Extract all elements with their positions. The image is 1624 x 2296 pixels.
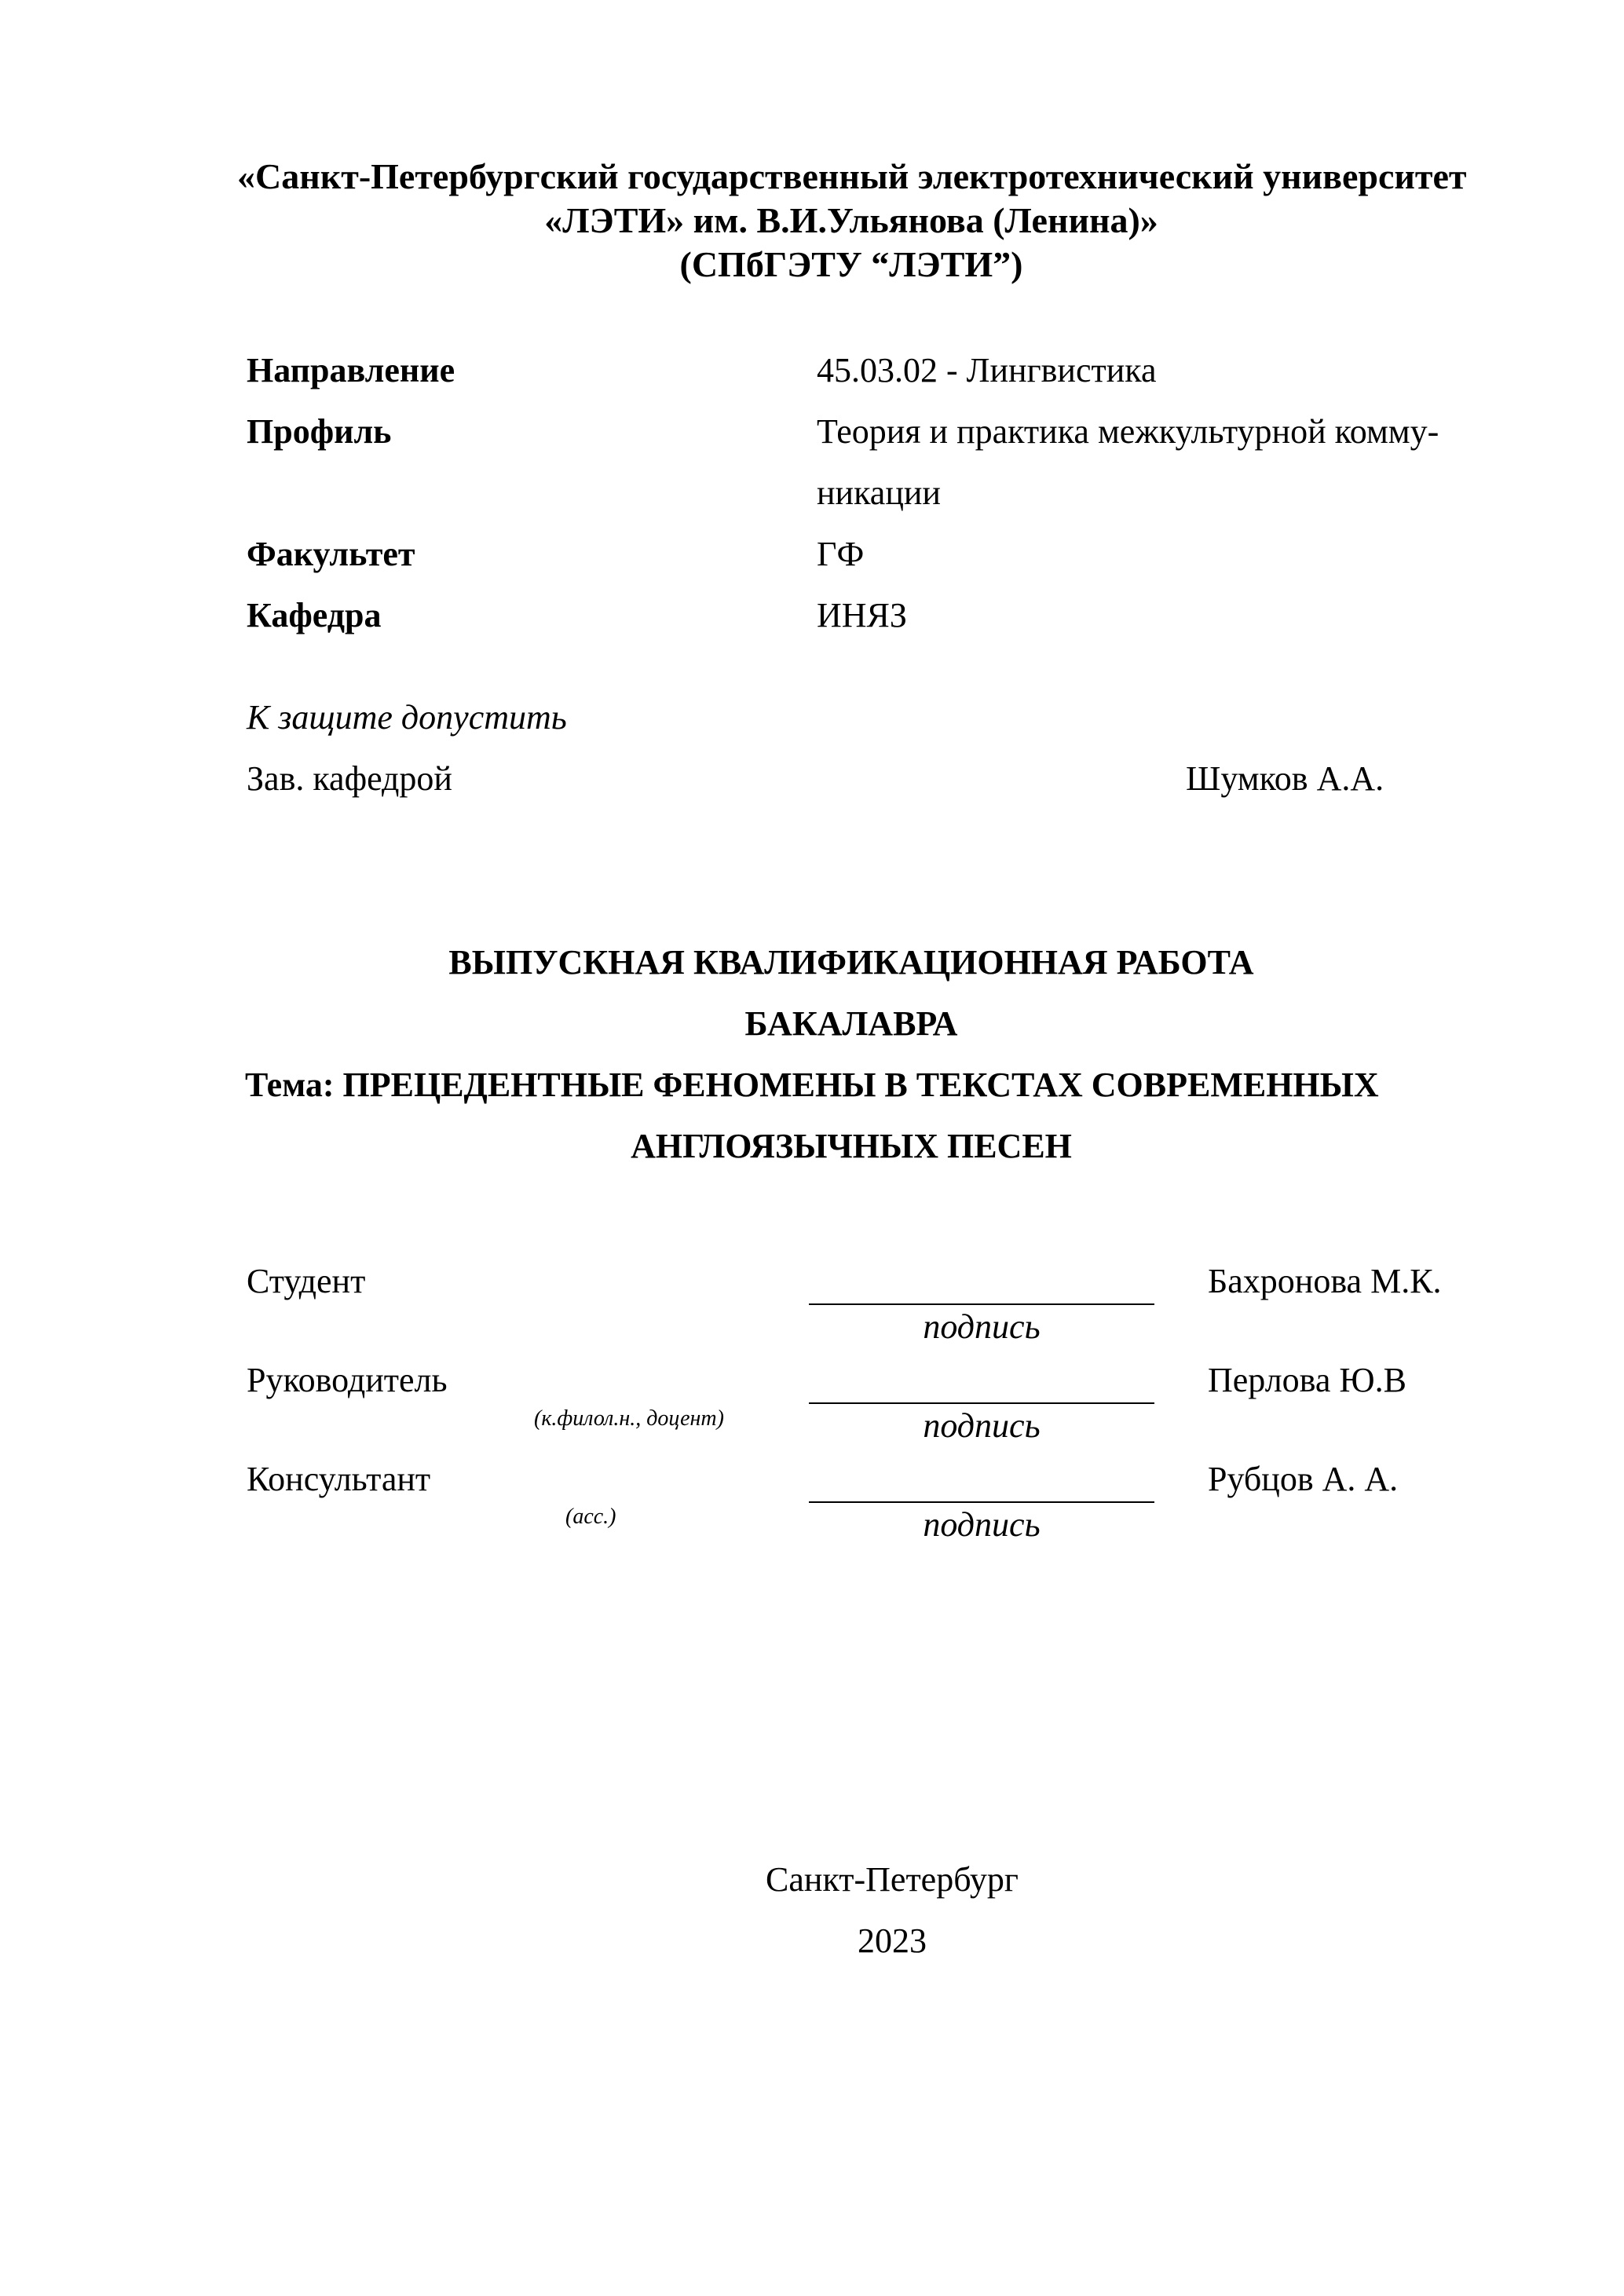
supervisor-signature-line [809, 1402, 1154, 1404]
department-label: Кафедра [247, 596, 382, 634]
head-of-department-name: Шумков А.А. [1186, 759, 1384, 798]
thesis-type-line1: ВЫПУСКНАЯ КВАЛИФИКАЦИОННАЯ РАБОТА [448, 943, 1254, 982]
university-name-line2: «ЛЭТИ» им. В.И.Ульянова (Ленина)» [544, 200, 1158, 240]
footer-city: Санкт-Петербург [766, 1860, 1019, 1899]
thesis-topic-line2: АНГЛОЯЗЫЧНЫХ ПЕСЕН [631, 1127, 1072, 1165]
profile-label: Профиль [247, 412, 392, 451]
supervisor-signature-caption: подпись [923, 1406, 1041, 1445]
student-role: Студент [247, 1262, 366, 1300]
thesis-type-line2: БАКАЛАВРА [744, 1004, 958, 1043]
footer-year: 2023 [858, 1921, 927, 1960]
consultant-role: Консультант [247, 1460, 431, 1498]
university-abbreviation: (СПбГЭТУ “ЛЭТИ”) [679, 244, 1023, 284]
thesis-topic-line1: Тема: ПРЕЦЕДЕНТНЫЕ ФЕНОМЕНЫ В ТЕКСТАХ СОВРЕМЕННЫХ [245, 1066, 1379, 1104]
student-signature-line [809, 1303, 1154, 1305]
supervisor-name: Перлова Ю.В [1208, 1361, 1406, 1399]
student-signature-caption: подпись [923, 1307, 1041, 1346]
consultant-name: Рубцов А. А. [1208, 1460, 1399, 1498]
faculty-value: ГФ [817, 535, 865, 573]
direction-label: Направление [247, 351, 455, 389]
consultant-signature-caption: подпись [923, 1505, 1041, 1544]
consultant-signature-line [809, 1501, 1154, 1503]
admission-note: К защите допустить [247, 698, 567, 737]
head-of-department-role: Зав. кафедрой [247, 759, 452, 798]
profile-value: Теория и практика межкультурной комму- [817, 412, 1439, 451]
department-value: ИНЯЗ [817, 596, 907, 634]
profile-value-continued: никации [817, 473, 941, 512]
supervisor-role: Руководитель [247, 1361, 448, 1399]
consultant-degree: (асс.) [565, 1504, 616, 1529]
student-name: Бахронова М.К. [1208, 1262, 1442, 1300]
supervisor-degree: (к.филол.н., доцент) [534, 1406, 724, 1431]
faculty-label: Факультет [247, 535, 415, 573]
direction-value: 45.03.02 - Лингвистика [817, 351, 1157, 389]
university-name-line1: «Санкт-Петербургский государственный электротехнический университет [237, 156, 1467, 196]
